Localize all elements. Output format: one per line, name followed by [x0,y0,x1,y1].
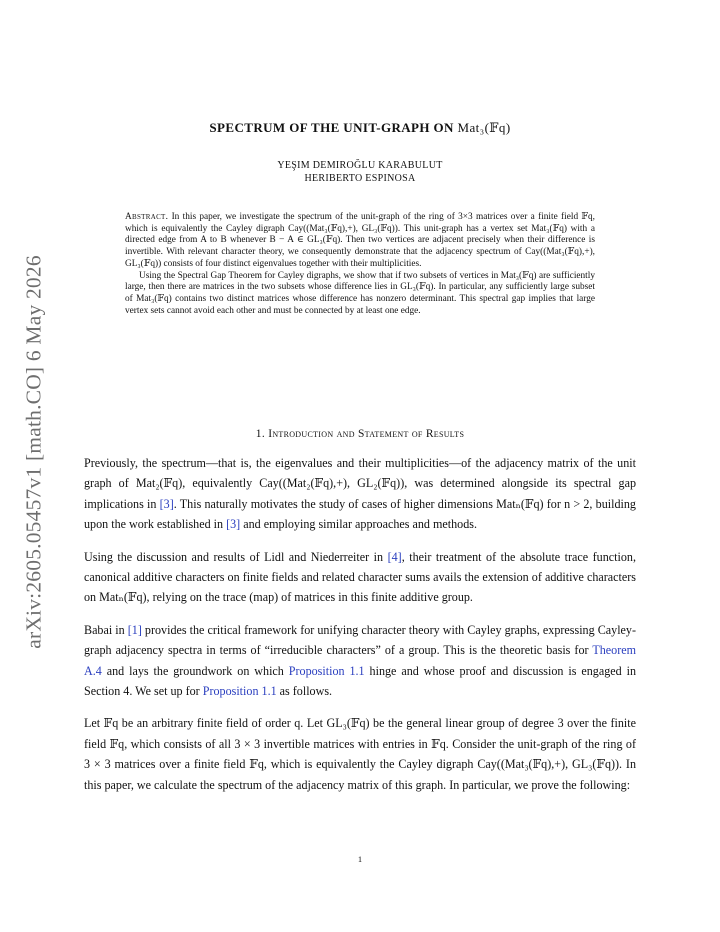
abstract-paragraph [125,212,595,271]
title-math: Mat₃(𝔽q) [457,120,511,135]
citation-link[interactable]: [3] [226,517,241,532]
theorem-link[interactable]: Theorem A.4 [84,643,636,678]
abstract-text: In this paper, we investigate the spectrum of the unit-graph of the ring of 3×3 matrices over a finite field 𝔽q, which is equivalently the Cayley digraph Cay((Mat₃(𝔽q),+), GL₃(𝔽q)). This unit-graph has a vertex set Mat₃(𝔽q) with a directed edge from A to B whenever B − A ∈ GL₃(𝔽q). Then two vertices are adjacent precisely when their difference is invertible. With relevant character theory, we consequently demonstrate that the adjacency spectrum of Cay((Mat₃(𝔽q),+), GL₃(𝔽q)) consists of four distinct eigenvalues together with their multiplicities. [125,212,595,269]
arxiv-side-stamp [14,248,54,656]
paragraph [84,547,636,608]
section-heading: 1. Introduction and Statement of Results [255,428,465,440]
author-name: HERIBERTO ESPINOSA [304,173,416,184]
proposition-link[interactable]: Proposition 1.1 [202,684,277,699]
page-number: 1 [357,854,363,864]
proposition-link[interactable]: Proposition 1.1 [288,663,365,678]
abstract-paragraph: Using the Spectral Gap Theorem for Cayley digraphs, we show that if two subsets of vertices in Mat₃(𝔽q) are sufficiently large, then there are matrices in the two subsets whose difference lies in GL₃(𝔽q). In particular, any sufficiently large subset of Mat₃(𝔽q) contains two distinct matrices whose difference has nonzero determinant. This spectral gap implies that large vertex sets cannot avoid each other and must be connected by at least one edge. [125,270,595,316]
paragraph [84,453,636,535]
text-span: and lays the groundwork on which [101,663,289,678]
text-span: as follows. [276,684,333,699]
arxiv-identifier: arXiv:2605.05457v1 [math.CO] 6 May 2026 [21,255,46,649]
citation-link[interactable]: [3] [159,496,174,511]
citation-link[interactable]: [4] [387,549,402,564]
text-span: . This naturally motivates the study of cases of higher dimensions Matₙ(𝔽q) for n > 2, building upon the work established in [84,496,636,532]
citation-link[interactable]: [1] [127,622,142,637]
paragraph: Let 𝔽q be an arbitrary finite field of order q. Let GL₃(𝔽q) be the general linear group of degree 3 over the finite field 𝔽q, which consists of all 3 × 3 invertible matrices with entries in 𝔽q. Consider the unit-graph of the ring of 3 × 3 matrices over a finite field 𝔽q, which is equivalently the Cayley digraph Cay((Mat₃(𝔽q),+), GL₃(𝔽q)). In this paper, we calculate the spectrum of the adjacency matrix of this graph. In particular, we prove the following: [84,716,636,792]
text-span: Using the discussion and results of Lidl and Niederreiter in [84,549,388,564]
paragraph [84,620,636,702]
body-text [84,453,636,807]
text-span: , their treatment of the absolute trace function, canonical additive characters on finite fields and related character sums avails the extension of additive characters on Matₙ(𝔽q), relying on the trace (map) of matrices in this finite additive group. [84,549,636,605]
author-name: YEŞIM DEMIROĞLU KARABULUT [277,160,443,171]
abstract-label: Abstract. [125,212,169,222]
title-text: SPECTRUM OF THE UNIT-GRAPH ON [209,120,454,135]
text-span: Previously, the spectrum—that is, the eigenvalues and their multiplicities—of the adjacency matrix of the unit graph of Mat₂(𝔽q), equivalently Cay((Mat₂(𝔽q),+), GL₂(𝔽q)), was determined alongside its spectral gap implications in [84,456,636,511]
text-span: provides the critical framework for unifying character theory with Cayley graphs, expressing Cayley-graph adjacency spectra in terms of “irreducible characters” of a group. This is the theoretic basis for [84,622,636,658]
text-span: Babai in [84,622,128,637]
text-span: hinge and whose proof and discussion is engaged in Section 4. We set up for [84,663,636,699]
author-list [0,159,720,185]
text-span: and employing similar approaches and methods. [240,517,477,532]
abstract [125,212,595,317]
paper-title [0,120,720,136]
